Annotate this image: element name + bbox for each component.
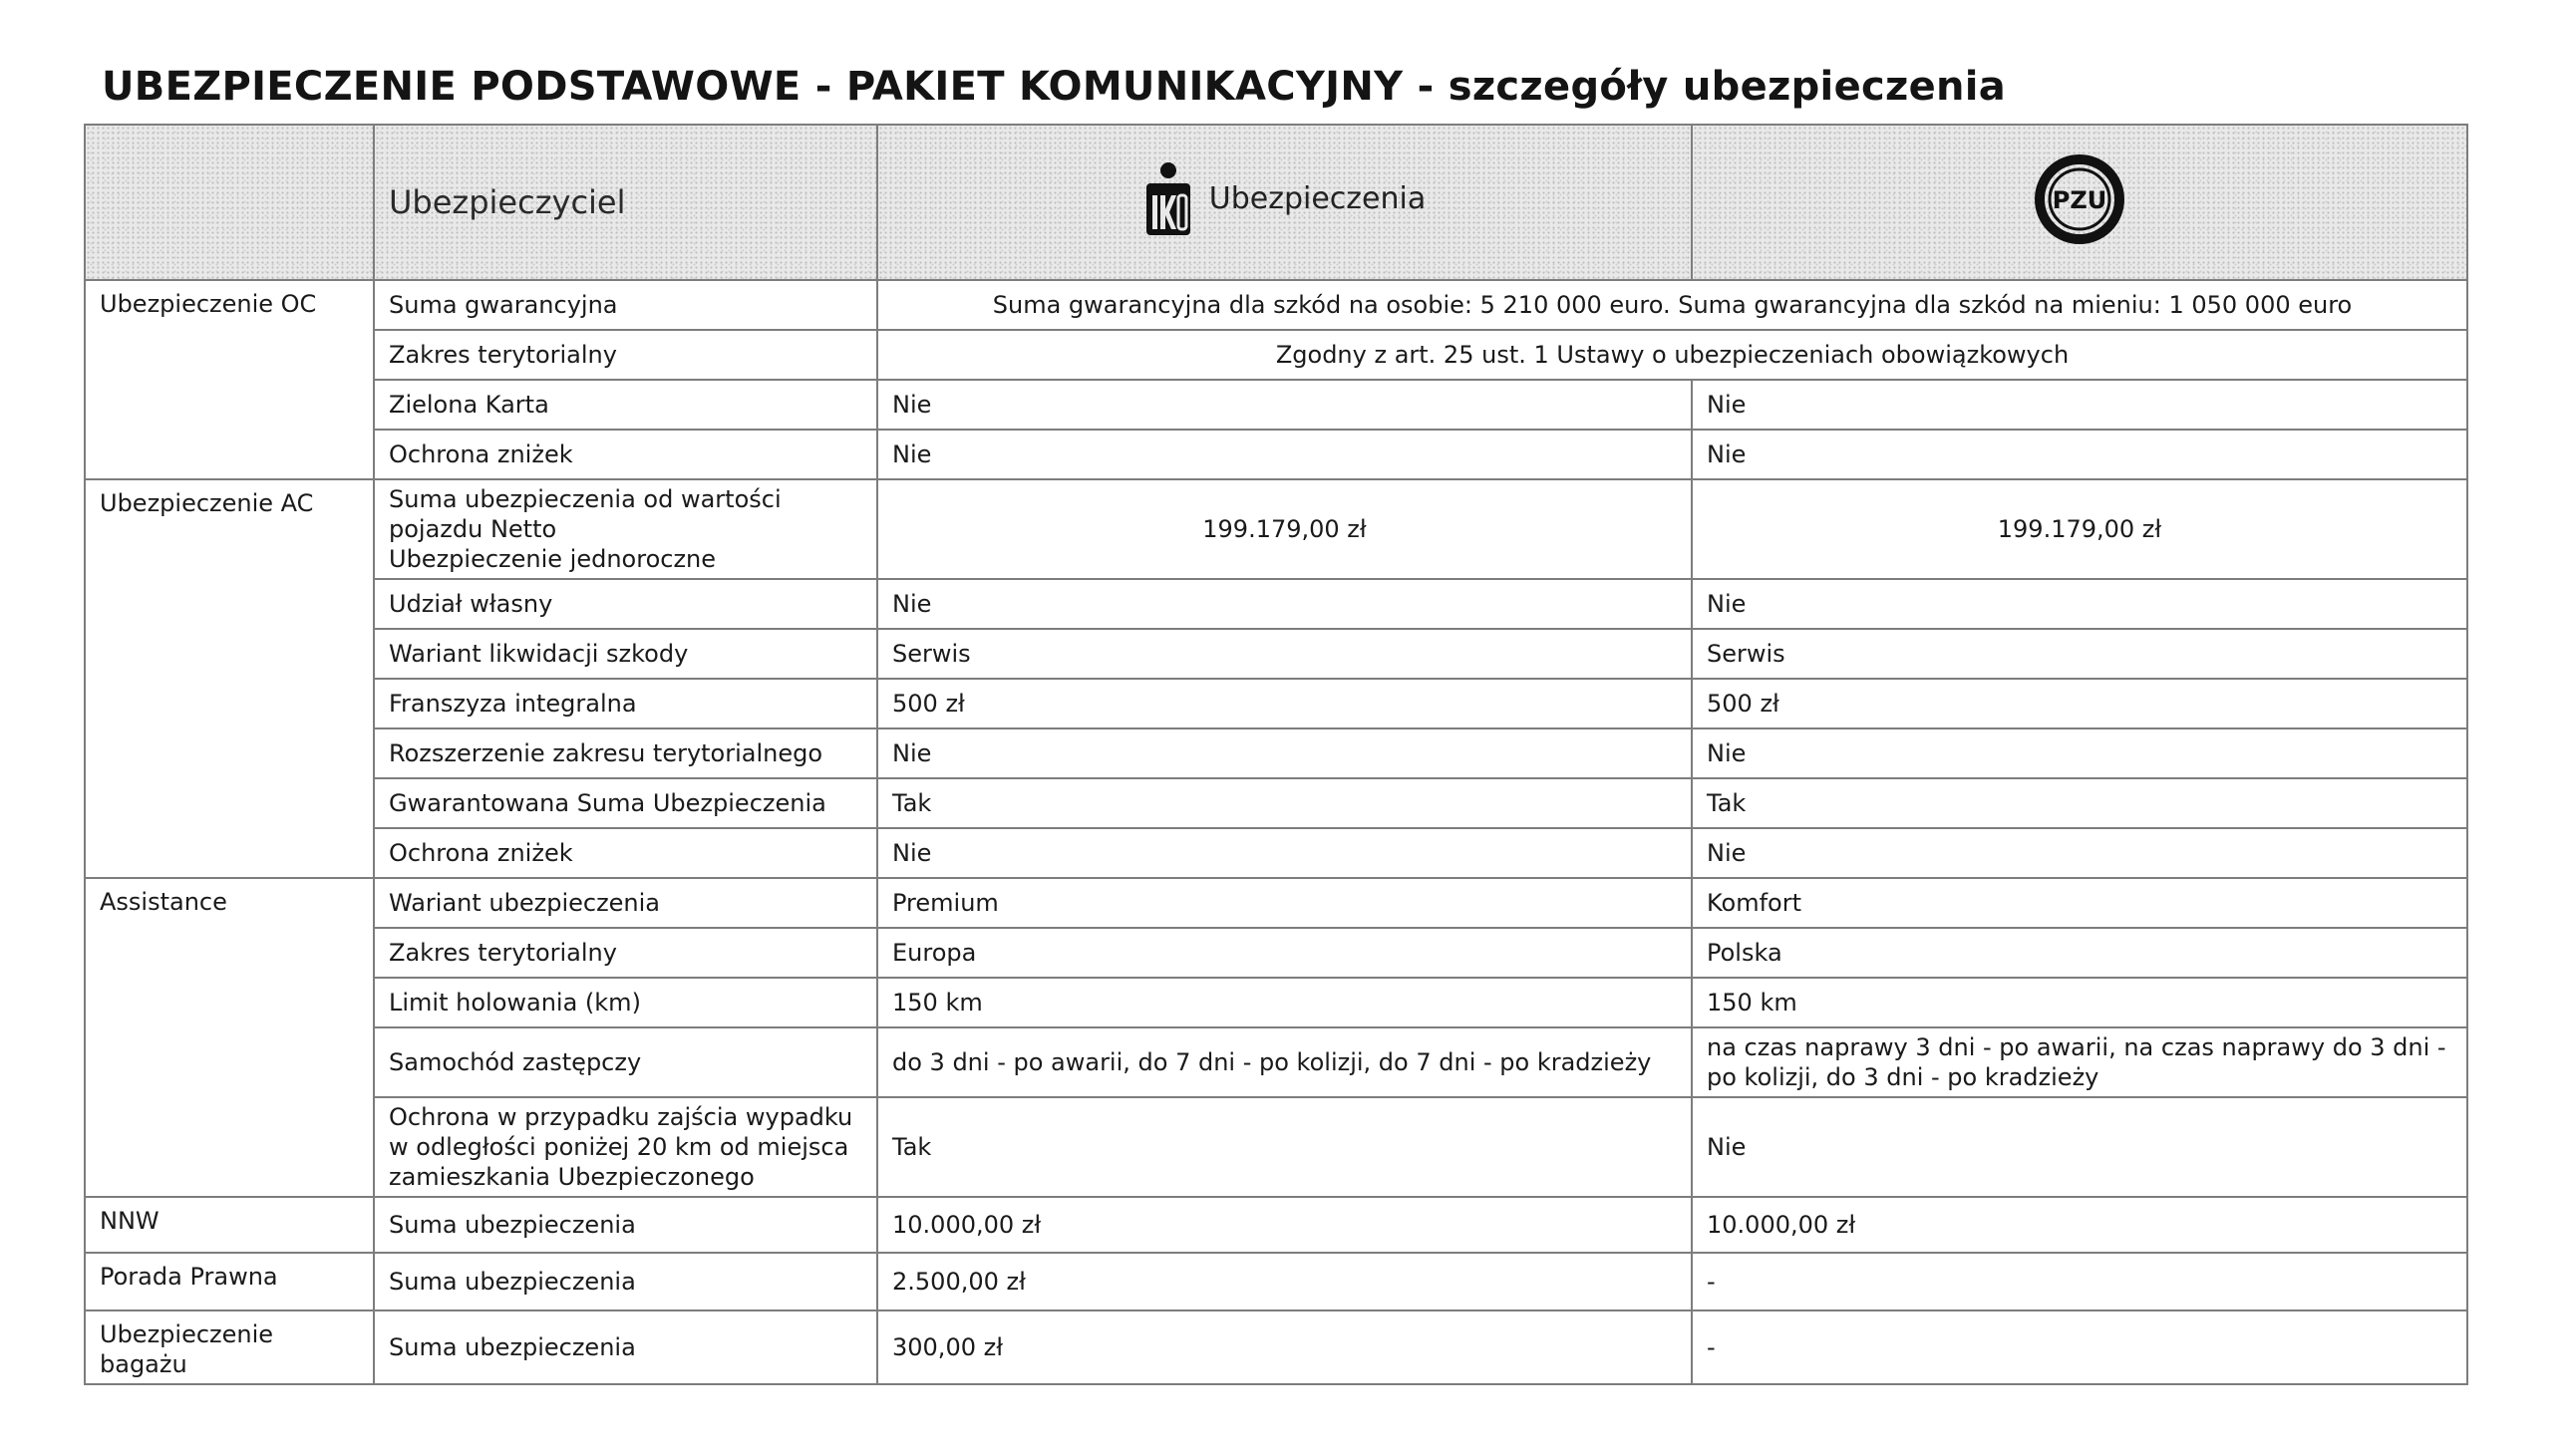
row-label [374,479,877,579]
table-row [85,978,2467,1027]
row-value-merged: Zgodny z art. 25 ust. 1 Ustawy o ubezpieczeniach obowiązkowych [877,330,2467,380]
row-label: Gwarantowana Suma Ubezpieczenia [374,778,877,828]
row-value-pko: Nie [877,579,1692,629]
row-value-pko: Nie [877,430,1692,479]
section-label-ac: Ubezpieczenie AC [85,479,374,878]
row-value-pko: Nie [877,380,1692,430]
row-label: Suma ubezpieczenia [374,1253,877,1310]
row-value-pzu: Nie [1692,579,2467,629]
row-value-line: po kolizji, do 3 dni - po kradzieży [1707,1063,2099,1091]
header-pko-cell [877,125,1692,280]
row-value-pko: Nie [877,728,1692,778]
table-row [85,280,2467,330]
table-row [85,1027,2467,1097]
header-pzu-cell [1692,125,2467,280]
pko-logo-text: Ubezpieczenia [1208,180,1427,216]
table-row [85,1310,2467,1384]
page-title [102,64,2006,110]
table-row [85,380,2467,430]
pzu-logo-icon [2035,154,2124,244]
row-value-pzu: Nie [1692,430,2467,479]
table-header-row [85,125,2467,280]
row-value-pzu: Nie [1692,380,2467,430]
row-label: Limit holowania (km) [374,978,877,1027]
row-value-pko: do 3 dni - po awarii, do 7 dni - po kolizji, do 7 dni - po kradzieży [877,1027,1692,1097]
row-value-pzu: 10.000,00 zł [1692,1197,2467,1253]
row-value-pko: 10.000,00 zł [877,1197,1692,1253]
row-label: Zakres terytorialny [374,330,877,380]
insurance-comparison-table [84,124,2468,1385]
row-label: Rozszerzenie zakresu terytorialnego [374,728,877,778]
pko-logo [1143,161,1426,237]
section-label-nnw: NNW [85,1197,374,1253]
row-value-pko: 199.179,00 zł [877,479,1692,579]
table-row [85,430,2467,479]
table-row [85,479,2467,579]
table-row [85,629,2467,679]
row-label: Ochrona zniżek [374,828,877,878]
row-value-merged: Suma gwarancyjna dla szkód na osobie: 5 210 000 euro. Suma gwarancyjna dla szkód na mieniu: 1 050 000 euro [877,280,2467,330]
row-label: Franszyza integralna [374,679,877,728]
row-value-pko: Tak [877,778,1692,828]
table-row [85,579,2467,629]
header-insurer-label: Ubezpieczyciel [374,125,877,280]
row-value-pko: Europa [877,928,1692,978]
row-value-line: na czas naprawy 3 dni - po awarii, na czas naprawy do 3 dni - [1707,1033,2446,1061]
row-value-pzu [1692,1027,2467,1097]
section-label-legal: Porada Prawna [85,1253,374,1310]
row-value-pzu: 150 km [1692,978,2467,1027]
row-value-pzu: Nie [1692,828,2467,878]
row-value-pzu: Nie [1692,728,2467,778]
row-label-line: Suma ubezpieczenia od wartości [389,485,782,513]
section-label-oc: Ubezpieczenie OC [85,280,374,479]
table-row [85,1197,2467,1253]
header-empty-cell [85,125,374,280]
row-value-pzu: Nie [1692,1097,2467,1197]
row-value-pko: Tak [877,1097,1692,1197]
table-row [85,728,2467,778]
row-value-pko: 300,00 zł [877,1310,1692,1384]
table-row [85,828,2467,878]
row-value-pzu: 500 zł [1692,679,2467,728]
table-row [85,928,2467,978]
row-value-pko: 2.500,00 zł [877,1253,1692,1310]
table-row [85,1097,2467,1197]
row-value-pzu: - [1692,1253,2467,1310]
pko-logo-icon [1143,161,1193,237]
section-label-assistance: Assistance [85,878,374,1197]
row-label-line: pojazdu Netto [389,515,557,543]
section-label-luggage: Ubezpieczenie bagażu [85,1310,374,1384]
page-title-sub: szczegóły ubezpieczenia [1448,64,2007,110]
table-row [85,679,2467,728]
table-row [85,1253,2467,1310]
row-value-pzu: Tak [1692,778,2467,828]
table-row [85,878,2467,928]
page-title-main: UBEZPIECZENIE PODSTAWOWE - PAKIET KOMUNIKACYJNY - [102,64,1449,110]
row-value-pzu: 199.179,00 zł [1692,479,2467,579]
row-label: Samochód zastępczy [374,1027,877,1097]
row-value-pzu: Polska [1692,928,2467,978]
row-value-pko: 500 zł [877,679,1692,728]
row-label-line: Ubezpieczenie jednoroczne [389,545,717,573]
row-label: Ochrona zniżek [374,430,877,479]
row-value-pko: Nie [877,828,1692,878]
row-value-pzu: Serwis [1692,629,2467,679]
row-label: Suma gwarancyjna [374,280,877,330]
row-label: Suma ubezpieczenia [374,1197,877,1253]
row-label: Zakres terytorialny [374,928,877,978]
row-label: Wariant likwidacji szkody [374,629,877,679]
row-value-pko: Premium [877,878,1692,928]
row-label: Wariant ubezpieczenia [374,878,877,928]
row-value-pzu: Komfort [1692,878,2467,928]
row-label-line: zamieszkania Ubezpieczonego [389,1163,755,1191]
row-label-line: w odległości poniżej 20 km od miejsca [389,1133,849,1161]
row-label [374,1097,877,1197]
row-value-pzu: - [1692,1310,2467,1384]
row-value-pko: 150 km [877,978,1692,1027]
row-value-pko: Serwis [877,629,1692,679]
row-label: Zielona Karta [374,380,877,430]
row-label: Suma ubezpieczenia [374,1310,877,1384]
table-row [85,330,2467,380]
row-label-line: Ochrona w przypadku zajścia wypadku [389,1103,853,1131]
table-row [85,778,2467,828]
row-label: Udział własny [374,579,877,629]
pzu-logo-text: PZU [2052,185,2107,214]
